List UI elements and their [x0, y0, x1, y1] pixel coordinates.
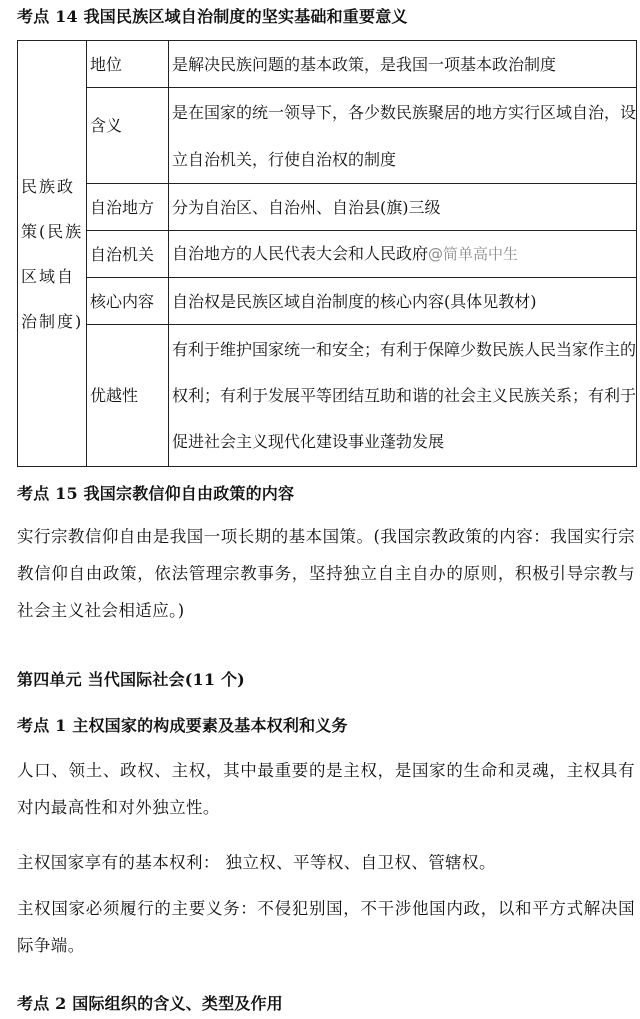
row-label-core-content: 核心内容	[87, 278, 169, 325]
point-1-heading: 考点 1 主权国家的构成要素及基本权利和义务	[17, 716, 348, 735]
unit-4-heading: 第四单元 当代国际社会(11 个)	[17, 670, 245, 689]
point-1-para-1: 人口、领土、政权、主权，其中最重要的是主权，是国家的生命和灵魂，主权具有对内最高性和对外独立性。	[17, 761, 635, 817]
table-row	[18, 41, 637, 88]
table-row	[18, 231, 637, 278]
autonomous-organs-text: 自治地方的人民代表大会和人民政府	[172, 244, 429, 263]
table-row	[18, 88, 637, 184]
watermark: @简单高中生	[428, 245, 519, 263]
row-value-autonomous-organs	[169, 231, 637, 278]
policy-name-cell: 民族政策(民族区域自治制度)	[18, 41, 87, 467]
row-label-meaning: 含义	[87, 88, 169, 184]
table-row	[18, 325, 637, 467]
row-value-status: 是解决民族问题的基本政策，是我国一项基本政治制度	[169, 41, 637, 88]
row-label-advantages: 优越性	[87, 325, 169, 467]
row-label-autonomous-organs: 自治机关	[87, 231, 169, 278]
row-label-status: 地位	[87, 41, 169, 88]
row-label-autonomous-areas: 自治地方	[87, 184, 169, 231]
row-value-autonomous-areas: 分为自治区、自治州、自治县(旗)三级	[169, 184, 637, 231]
section-15-heading: 考点 15 我国宗教信仰自由政策的内容	[17, 484, 295, 503]
table-row	[18, 278, 637, 325]
point-1-para-3: 主权国家必须履行的主要义务：不侵犯别国，不干涉他国内政，以和平方式解决国际争端。	[17, 899, 635, 955]
row-value-advantages: 有利于维护国家统一和安全；有利于保障少数民族人民当家作主的权利；有利于发展平等团结互助和谐的社会主义民族关系；有利于促进社会主义现代化建设事业蓬勃发展	[169, 325, 637, 467]
row-value-core-content: 自治权是民族区域自治制度的核心内容(具体见教材)	[169, 278, 637, 325]
point-2-heading: 考点 2 国际组织的含义、类型及作用	[17, 994, 283, 1013]
section-15-body: 实行宗教信仰自由是我国一项长期的基本国策。(我国宗教政策的内容：我国实行宗教信仰自由政策，依法管理宗教事务，坚持独立自主自办的原则，积极引导宗教与社会主义社会相适应。)	[17, 527, 635, 620]
row-value-meaning: 是在国家的统一领导下，各少数民族聚居的地方实行区域自治，设立自治机关，行使自治权的制度	[169, 88, 637, 184]
table-row	[18, 184, 637, 231]
ethnic-policy-table	[17, 40, 637, 467]
point-1-para-2: 主权国家享有的基本权利： 独立权、平等权、自卫权、管辖权。	[17, 853, 496, 872]
section-14-heading: 考点 14 我国民族区域自治制度的坚实基础和重要意义	[17, 7, 408, 26]
